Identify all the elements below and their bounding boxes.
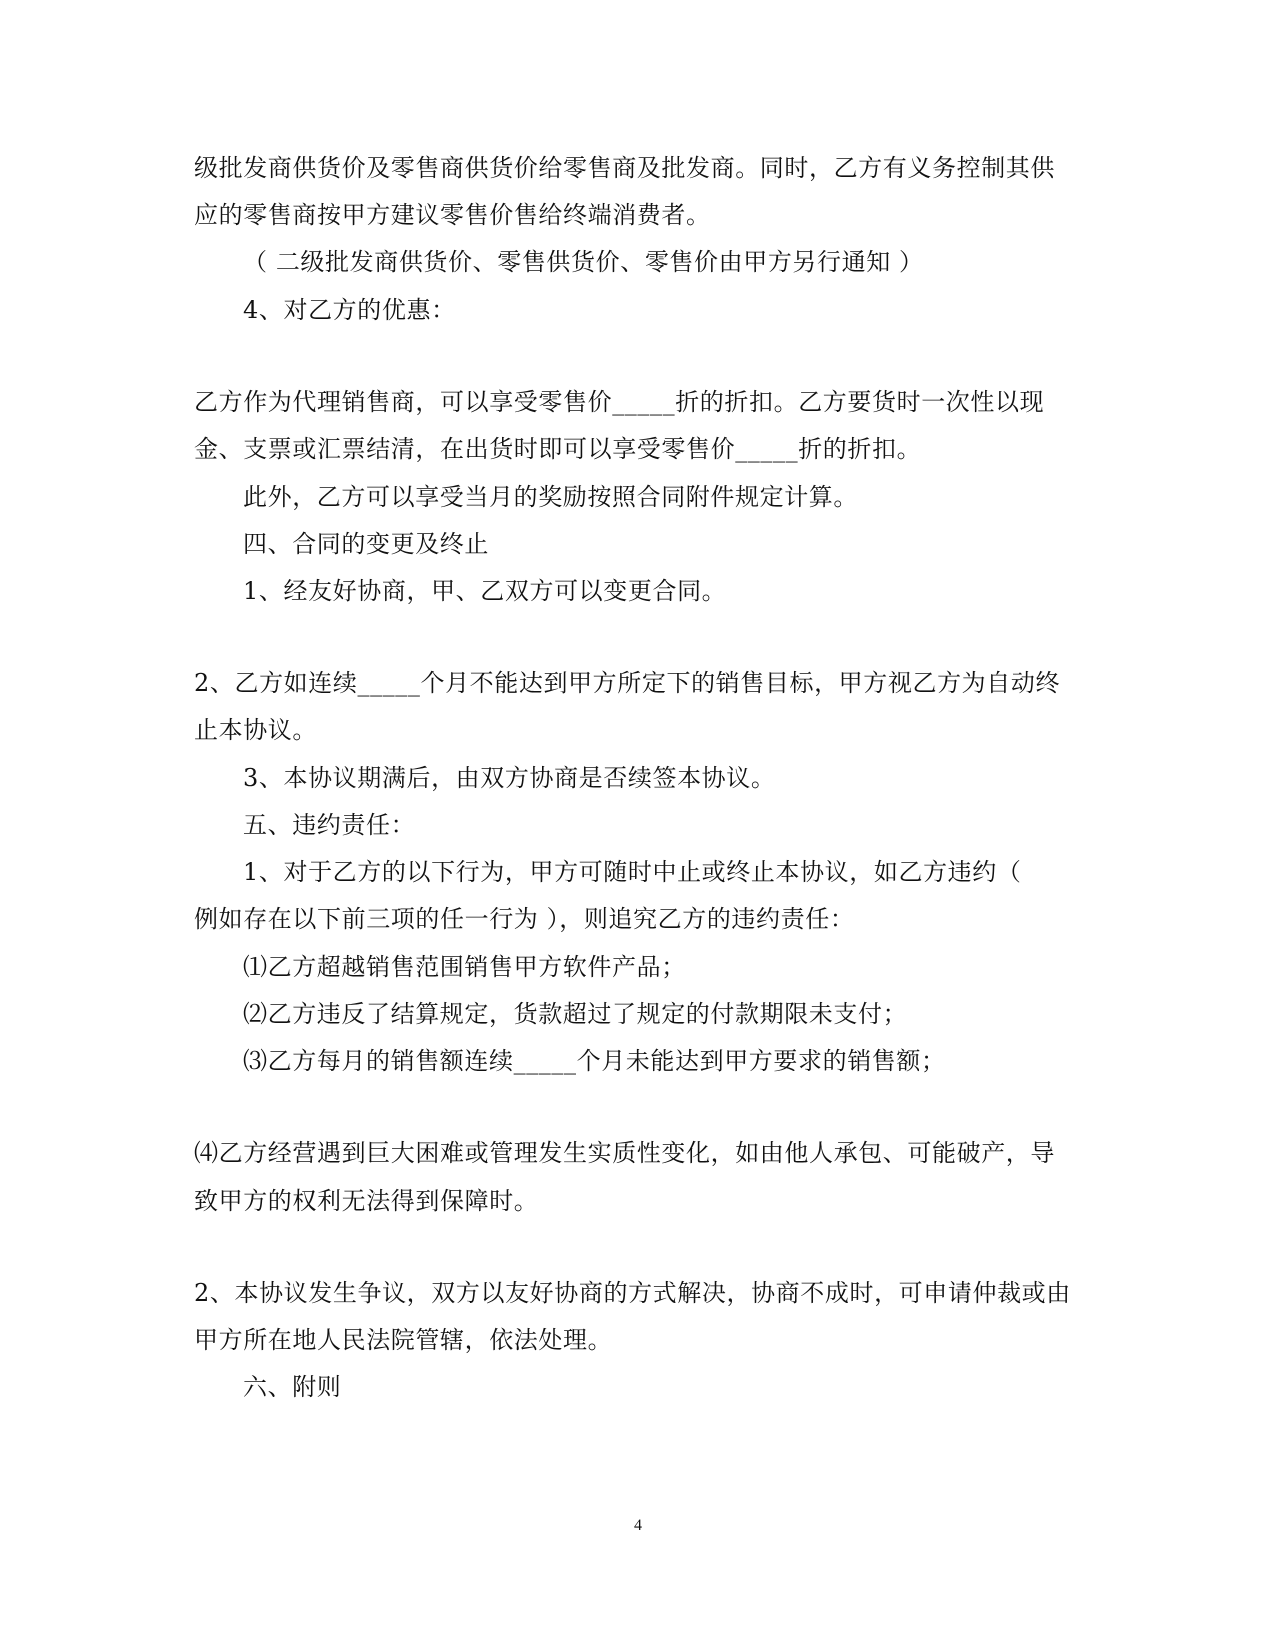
text-line: 金、支票或汇票结清，在出货时即可以享受零售价_____折的折扣。: [194, 435, 922, 463]
list-item: ⑷乙方经营遇到巨大困难或管理发生实质性变化，如由他人承包、可能破产，导: [194, 1139, 1055, 1167]
text-line: 3、本协议期满后，由双方协商是否续签本协议。: [243, 764, 776, 792]
section-heading: 五、违约责任：: [243, 811, 416, 839]
text-line: 例如存在以下前三项的任一行为 ），则追究乙方的违约责任：: [194, 905, 855, 933]
list-item: ⑶乙方每月的销售额连续_____个月未能达到甲方要求的销售额；: [243, 1047, 946, 1075]
text-line: （ 二级批发商供货价、零售供货价、零售价由甲方另行通知 ）: [243, 248, 924, 276]
page-number: 4: [634, 1517, 642, 1534]
text-line: 应的零售商按甲方建议零售价售给终端消费者。: [194, 201, 711, 229]
list-item: ⑴乙方超越销售范围销售甲方软件产品；: [243, 953, 686, 981]
text-line: 2、乙方如连续_____个月不能达到甲方所定下的销售目标，甲方视乙方为自动终: [194, 669, 1061, 697]
section-heading: 四、合同的变更及终止: [243, 530, 489, 558]
text-line: 1、对于乙方的以下行为，甲方可随时中止或终止本协议，如乙方违约（: [243, 858, 1022, 886]
text-line: 此外，乙方可以享受当月的奖励按照合同附件规定计算。: [243, 483, 858, 511]
list-item: ⑵乙方违反了结算规定，货款超过了规定的付款期限未支付；: [243, 1000, 908, 1028]
text-line: 级批发商供货价及零售商供货价给零售商及批发商。同时，乙方有义务控制其供: [194, 154, 1055, 182]
text-line: 乙方作为代理销售商，可以享受零售价_____折的折扣。乙方要货时一次性以现: [194, 388, 1045, 416]
text-line: 4、对乙方的优惠：: [243, 296, 456, 324]
text-line: 止本协议。: [194, 716, 317, 744]
text-line: 甲方所在地人民法院管辖，依法处理。: [194, 1326, 613, 1354]
text-line: 1、经友好协商，甲、乙双方可以变更合同。: [243, 577, 727, 605]
section-heading: 六、附则: [243, 1373, 342, 1401]
text-line: 致甲方的权利无法得到保障时。: [194, 1187, 539, 1215]
text-line: 2、本协议发生争议，双方以友好协商的方式解决，协商不成时，可申请仲裁或由: [194, 1279, 1071, 1307]
